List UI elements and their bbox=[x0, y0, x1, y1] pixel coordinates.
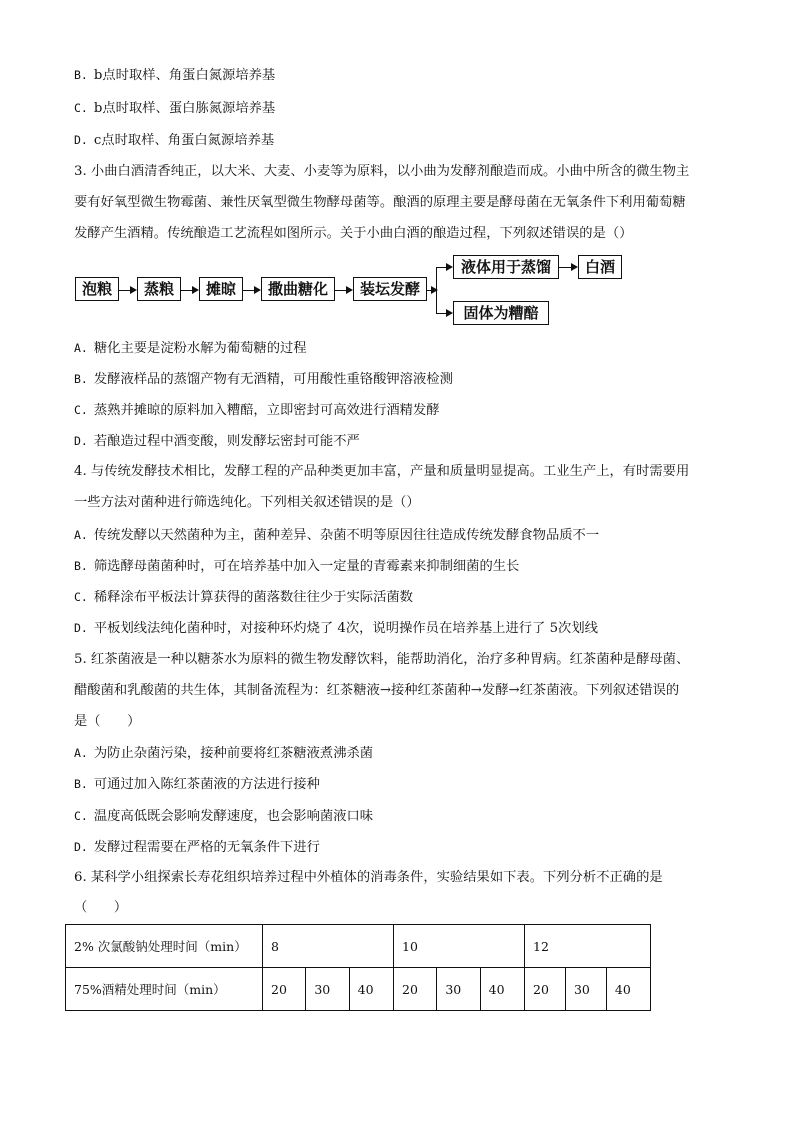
q5-stem-line-2: 醋酸菌和乳酸菌的共生体，其制备流程为：红茶糖液→接种红茶菌种→发酵→红茶菌液。下列叙述错误的 bbox=[74, 683, 680, 698]
table-row-label: 75%酒精处理时间（min） bbox=[66, 968, 263, 1011]
q4-stem-line-2: 一些方法对菌种进行筛选纯化。下列相关叙述错误的是（） bbox=[74, 495, 420, 510]
q5-option-a: A. 为防止杂菌污染，接种前要将红茶糖液煮沸杀菌 bbox=[74, 746, 374, 761]
flow-step-soak: 泡粮 bbox=[75, 277, 119, 301]
table-cell: 20 bbox=[525, 968, 566, 1011]
flow-step-cool: 摊晾 bbox=[199, 277, 243, 301]
q6-data-table bbox=[65, 924, 651, 1011]
q3-option-a: A. 糖化主要是淀粉水解为葡萄糖的过程 bbox=[74, 341, 307, 356]
flow-arrow-2 bbox=[181, 290, 197, 291]
q4-option-c: C. 稀释涂布平板法计算获得的菌落数往往少于实际活菌数 bbox=[74, 590, 413, 605]
table-row-label: 2% 次氯酸钠处理时间（min） bbox=[66, 925, 263, 968]
flow-result-baijiu: 白酒 bbox=[578, 255, 622, 279]
q3-stem-line-1: 3. 小曲白酒清香纯正，以大米、大麦、小麦等为原料，以小曲为发酵剂酿造而成。小曲中所含的微生物主 bbox=[74, 164, 690, 179]
table-cell: 30 bbox=[306, 968, 349, 1011]
table-cell: 10 bbox=[394, 925, 525, 968]
flow-arrow-top-end bbox=[559, 267, 576, 268]
q4-option-a: A. 传统发酵以天然菌种为主，菌种差异、杂菌不明等原因往往造成传统发酵食物品质不一 bbox=[74, 528, 600, 543]
q5-option-b: B. 可通过加入陈红茶菌液的方法进行接种 bbox=[74, 777, 320, 792]
flow-arrow-3 bbox=[243, 290, 259, 291]
q5-stem-line-1: 5. 红茶菌液是一种以糖茶水为原料的微生物发酵饮料，能帮助消化，治疗多种胃病。红茶菌种是酵母菌、 bbox=[74, 652, 690, 667]
q4-option-d: D. 平板划线法纯化菌种时，对接种环灼烧了 4次，说明操作员在培养基上进行了 5次划线 bbox=[74, 621, 598, 636]
table-row bbox=[66, 925, 651, 968]
q2-option-c: C. b点时取样、蛋白胨氮源培养基 bbox=[74, 101, 276, 116]
q5-option-d: D. 发酵过程需要在严格的无氧条件下进行 bbox=[74, 840, 320, 855]
flow-arrow-bottom bbox=[436, 313, 451, 314]
table-cell: 20 bbox=[394, 968, 437, 1011]
q4-option-b: B. 筛选酵母菌菌种时，可在培养基中加入一定量的青霉素来抑制细菌的生长 bbox=[74, 559, 520, 574]
table-cell: 20 bbox=[263, 968, 306, 1011]
q2-option-b: B. b点时取样、角蛋白氮源培养基 bbox=[74, 68, 276, 83]
flow-branch-stub bbox=[427, 290, 436, 291]
q6-stem-line-2: （ ） bbox=[74, 900, 128, 915]
table-cell: 40 bbox=[480, 968, 524, 1011]
table-cell: 40 bbox=[349, 968, 393, 1011]
q3-stem-line-2: 要有好氧型微生物霉菌、兼性厌氧型微生物酵母菌等。酿酒的原理主要是酵母菌在无氧条件下利用葡萄糖 bbox=[74, 195, 686, 210]
q3-stem-line-3: 发酵产生酒精。传统酿造工艺流程如图所示。关于小曲白酒的酿造过程，下列叙述错误的是（） bbox=[74, 226, 633, 241]
flow-branch-residue: 固体为糟醅 bbox=[453, 301, 549, 325]
q5-stem-line-3: 是（ ） bbox=[74, 714, 141, 729]
q6-stem-line-1: 6. 某科学小组探索长寿花组织培养过程中外植体的消毒条件，实验结果如下表。下列分析不正确的是 bbox=[74, 870, 663, 885]
flow-arrow-1 bbox=[119, 290, 135, 291]
flow-branch-distill: 液体用于蒸馏 bbox=[453, 255, 559, 279]
q3-option-b: B. 发酵液样品的蒸馏产物有无酒精，可用酸性重铬酸钾溶液检测 bbox=[74, 372, 453, 387]
q3-option-d: D. 若酿造过程中酒变酸，则发酵坛密封可能不严 bbox=[74, 434, 360, 449]
q2-option-d: D. c点时取样、角蛋白氮源培养基 bbox=[74, 133, 275, 148]
flow-step-steam: 蒸粮 bbox=[137, 277, 181, 301]
flow-arrow-top bbox=[436, 267, 451, 268]
q3-option-c: C. 蒸熟并摊晾的原料加入糟醅，立即密封可高效进行酒精发酵 bbox=[74, 403, 440, 418]
table-cell: 30 bbox=[565, 968, 606, 1011]
table-cell: 30 bbox=[437, 968, 480, 1011]
q4-stem-line-1: 4. 与传统发酵技术相比，发酵工程的产品种类更加丰富，产量和质量明显提高。工业生产上，有时需要用 bbox=[74, 464, 690, 479]
table-cell: 12 bbox=[525, 925, 651, 968]
table-cell: 8 bbox=[263, 925, 394, 968]
flow-step-ferment: 装坛发酵 bbox=[353, 277, 427, 301]
table-row bbox=[66, 968, 651, 1011]
table-cell: 40 bbox=[606, 968, 650, 1011]
flow-step-saccharify: 撒曲糖化 bbox=[261, 277, 335, 301]
flow-arrow-4 bbox=[335, 290, 351, 291]
q5-option-c: C. 温度高低既会影响发酵速度，也会影响菌液口味 bbox=[74, 809, 374, 824]
